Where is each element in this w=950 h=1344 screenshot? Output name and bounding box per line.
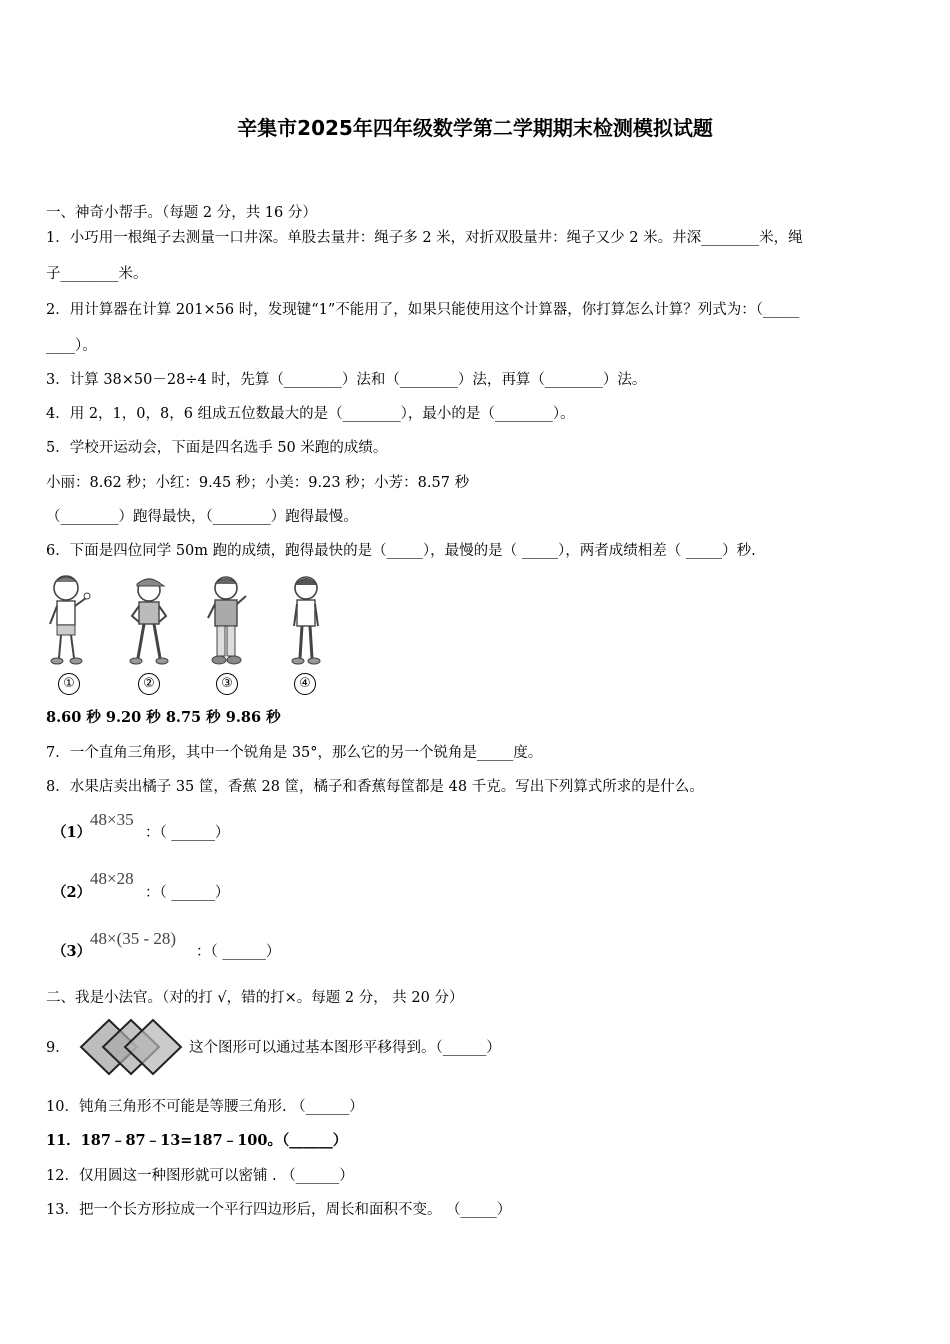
question-3: 3．计算 38×50－28÷4 时，先算（________）法和（________）法，再算（________）法。	[46, 372, 647, 388]
q8-item-1-expression: 48×35	[90, 810, 134, 829]
question-6-times: 8.60 秒 9.20 秒 8.75 秒 9.86 秒	[46, 709, 281, 726]
boy-standing-icon	[280, 570, 330, 670]
question-9: 这个图形可以通过基本图形平移得到。（______）	[189, 1040, 501, 1056]
runner-4-label: ④	[294, 673, 316, 695]
q8-item-1-label: （1）	[52, 824, 92, 841]
question-8: 8．水果店卖出橘子 35 筐，香蕉 28 筐，橘子和香蕉每筐都是 48 千克。写出下列算式所求的是什么。	[46, 779, 704, 795]
q8-item-1-blank: ：（ ______）	[145, 825, 230, 841]
question-1-line2: 子________米。	[46, 266, 148, 282]
question-5-blank: （________）跑得最快，（________）跑得最慢。	[46, 509, 358, 525]
runner-4	[280, 570, 330, 695]
question-7: 7．一个直角三角形，其中一个锐角是 35°，那么它的另一个锐角是_____度。	[46, 745, 543, 761]
diamond-pattern-figure	[75, 1017, 187, 1077]
question-5: 5．学校开运动会，下面是四名选手 50 米跑的成绩。	[46, 440, 388, 456]
boy-cap-icon	[124, 570, 174, 670]
runner-1	[44, 570, 94, 695]
question-2-line1: 2．用计算器在计算 201×56 时，发现键“1”不能用了，如果只能使用这个计算器，你打算怎么计算？列式为：（_____	[46, 302, 800, 318]
question-5-scores: 小丽：8.62 秒；小红：9.45 秒；小美：9.23 秒；小芳：8.57 秒	[46, 475, 470, 491]
runner-2	[124, 570, 174, 695]
runner-2-label: ②	[138, 673, 160, 695]
runners-illustration	[44, 570, 334, 695]
q8-item-3-blank: ：（ ______）	[196, 944, 281, 960]
question-4: 4．用 2，1，0，8，6 组成五位数最大的是（________），最小的是（________）。	[46, 406, 575, 422]
q8-item-2-blank: ：（ ______）	[145, 885, 230, 901]
section1-heading: 一、神奇小帮手。（每题 2 分，共 16 分）	[46, 205, 317, 221]
question-2-line2: ____）。	[46, 338, 97, 354]
q8-item-3-expression: 48×(35 - 28)	[90, 929, 177, 948]
runner-3	[202, 570, 252, 695]
runner-3-label: ③	[216, 673, 238, 695]
q8-item-2-expression: 48×28	[90, 869, 134, 888]
question-13: 13．把一个长方形拉成一个平行四边形后，周长和面积不变。 （_____）	[46, 1202, 512, 1218]
question-12: 12．仅用圆这一种图形就可以密铺 . （______）	[46, 1168, 354, 1184]
question-1-line1: 1．小巧用一根绳子去测量一口井深。单股去量井：绳子多 2 米，对折双股量井：绳子又少 2 米。井深________米，绳	[46, 230, 803, 246]
question-11: 11．187﹣87﹣13=187﹣100。（______）	[46, 1132, 348, 1149]
section2-heading: 二、我是小法官。（对的打 √，错的打×。每题 2 分， 共 20 分）	[46, 990, 464, 1006]
boy-jacket-icon	[202, 570, 252, 670]
boy-thumbs-up-icon	[44, 570, 94, 670]
runner-1-label: ①	[58, 673, 80, 695]
q8-item-3-label: （3）	[52, 943, 92, 960]
q8-item-2-label: （2）	[52, 884, 92, 901]
question-10: 10．钝角三角形不可能是等腰三角形. （______）	[46, 1099, 364, 1115]
page-title: 辛集市2025年四年级数学第二学期期末检测模拟试题	[237, 116, 713, 140]
question-9-number: 9．	[46, 1040, 70, 1056]
question-6: 6．下面是四位同学 50m 跑的成绩，跑得最快的是（_____），最慢的是（ _____），两者成绩相差（ _____）秒.	[46, 543, 756, 559]
